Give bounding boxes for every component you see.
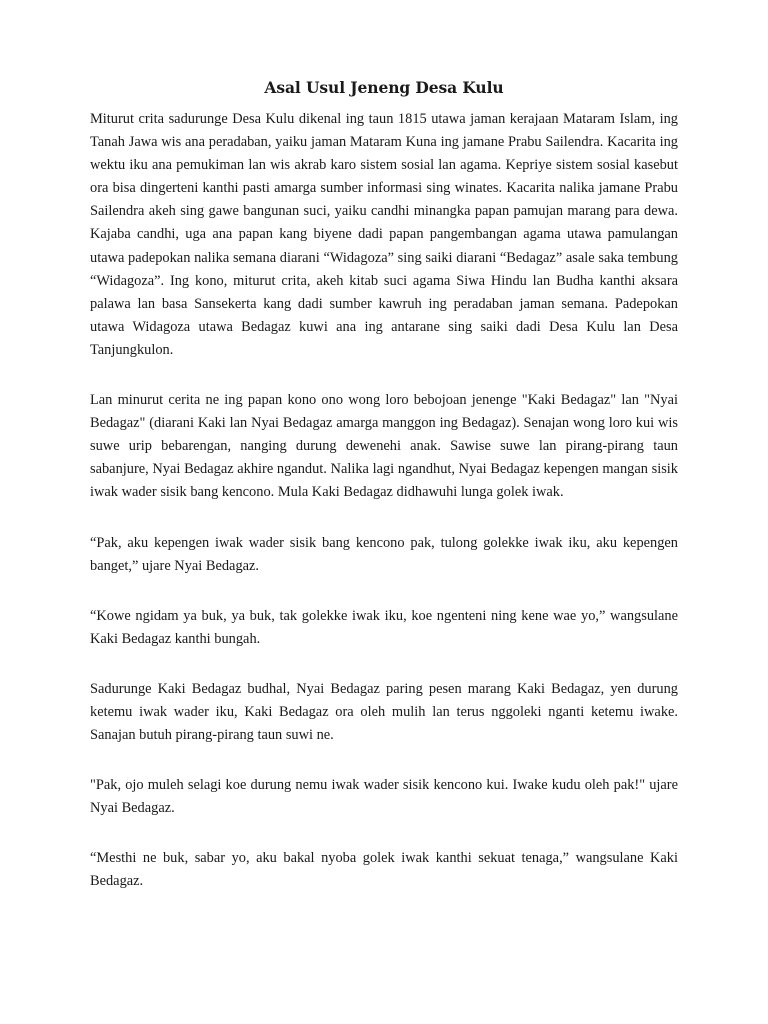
paragraph-nyai-request: “Pak, aku kepengen iwak wader sisik bang kencono pak, tulong golekke iwak iku, aku kepengen banget,” ujare Nyai Bedagaz. bbox=[90, 534, 678, 574]
paragraph-kaki-reply: “Kowe ngidam ya buk, ya buk, tak golekke iwak iku, koe ngenteni ning kene wae yo,” wangsulane Kaki Bedagaz kanthi bungah. bbox=[90, 607, 678, 647]
document-title: Asal Usul Jeneng Desa Kulu bbox=[264, 78, 504, 97]
paragraph-kaki-promise: “Mesthi ne buk, sabar yo, aku bakal nyoba golek iwak kanthi sekuat tenaga,” wangsulane Kaki Bedagaz. bbox=[90, 850, 678, 890]
paragraph-origin-history: Miturut crita sadurunge Desa Kulu dikenal ing taun 1815 utawa jaman kerajaan Mataram Islam, ing Tanah Jawa wis ana peradaban, yaiku jaman Mataram Kuna ing jamane Prabu Sailendra. Kacarita ing wektu iku ana pemukiman lan wis akrab karo sistem sosial lan agama. Kepriye sistem sosial kasebut ora bisa dingerteni kanthi pasti amarga sumber informasi sing winates. Kacarita nalika jamane Prabu Sailendra akeh sing gawe bangunan suci, yaiku candhi minangka papan pamujan marang para dewa. Kajaba candhi, uga ana papan kang biyene dadi papan pangembangan agama utawa pamulangan utawa padepokan nalika semana diarani “Widagoza” sing saiki diarani “Bedagaz” asale saka tembung “Widagoza”. Ing kono, miturut crita, akeh kitab suci agama Siwa Hindu lan Budha kanthi aksara palawa lan basa Sansekerta kang dadi sumber kawruh ing peradaban jaman semana. Padepokan utawa Widagoza utawa Bedagaz kuwi ana ing antarane sing saiki dadi Desa Kulu lan Desa Tanjungkulon. bbox=[90, 111, 678, 358]
paragraph-kaki-nyai-bedagaz: Lan minurut cerita ne ing papan kono ono wong loro bebojoan jenenge "Kaki Bedagaz" lan "Nyai Bedagaz" (diarani Kaki lan Nyai Bedagaz amarga manggon ing Bedagaz). Senajan wong loro kui wis suwe urip bebarengan, nanging durung dewenehi anak. Sawise suwe lan pirang-pirang taun sabanjure, Nyai Bedagaz akhire ngandut. Nalika lagi ngandhut, Nyai Bedagaz kepengen mangan sisik iwak wader sisik bang kencono. Mula Kaki Bedagaz didhawuhi lunga golek iwak. bbox=[90, 392, 678, 501]
document-page bbox=[90, 78, 678, 921]
paragraph-nyai-warning: "Pak, ojo muleh selagi koe durung nemu iwak wader sisik kencono kui. Iwake kudu oleh pak!" ujare Nyai Bedagaz. bbox=[90, 777, 678, 817]
paragraph-departure-message: Sadurunge Kaki Bedagaz budhal, Nyai Bedagaz paring pesen marang Kaki Bedagaz, yen durung ketemu iwak wader iku, Kaki Bedagaz ora oleh mulih lan terus nggoleki nganti ketemu iwake. Sanajan butuh pirang-pirang taun suwi ne. bbox=[90, 680, 678, 744]
